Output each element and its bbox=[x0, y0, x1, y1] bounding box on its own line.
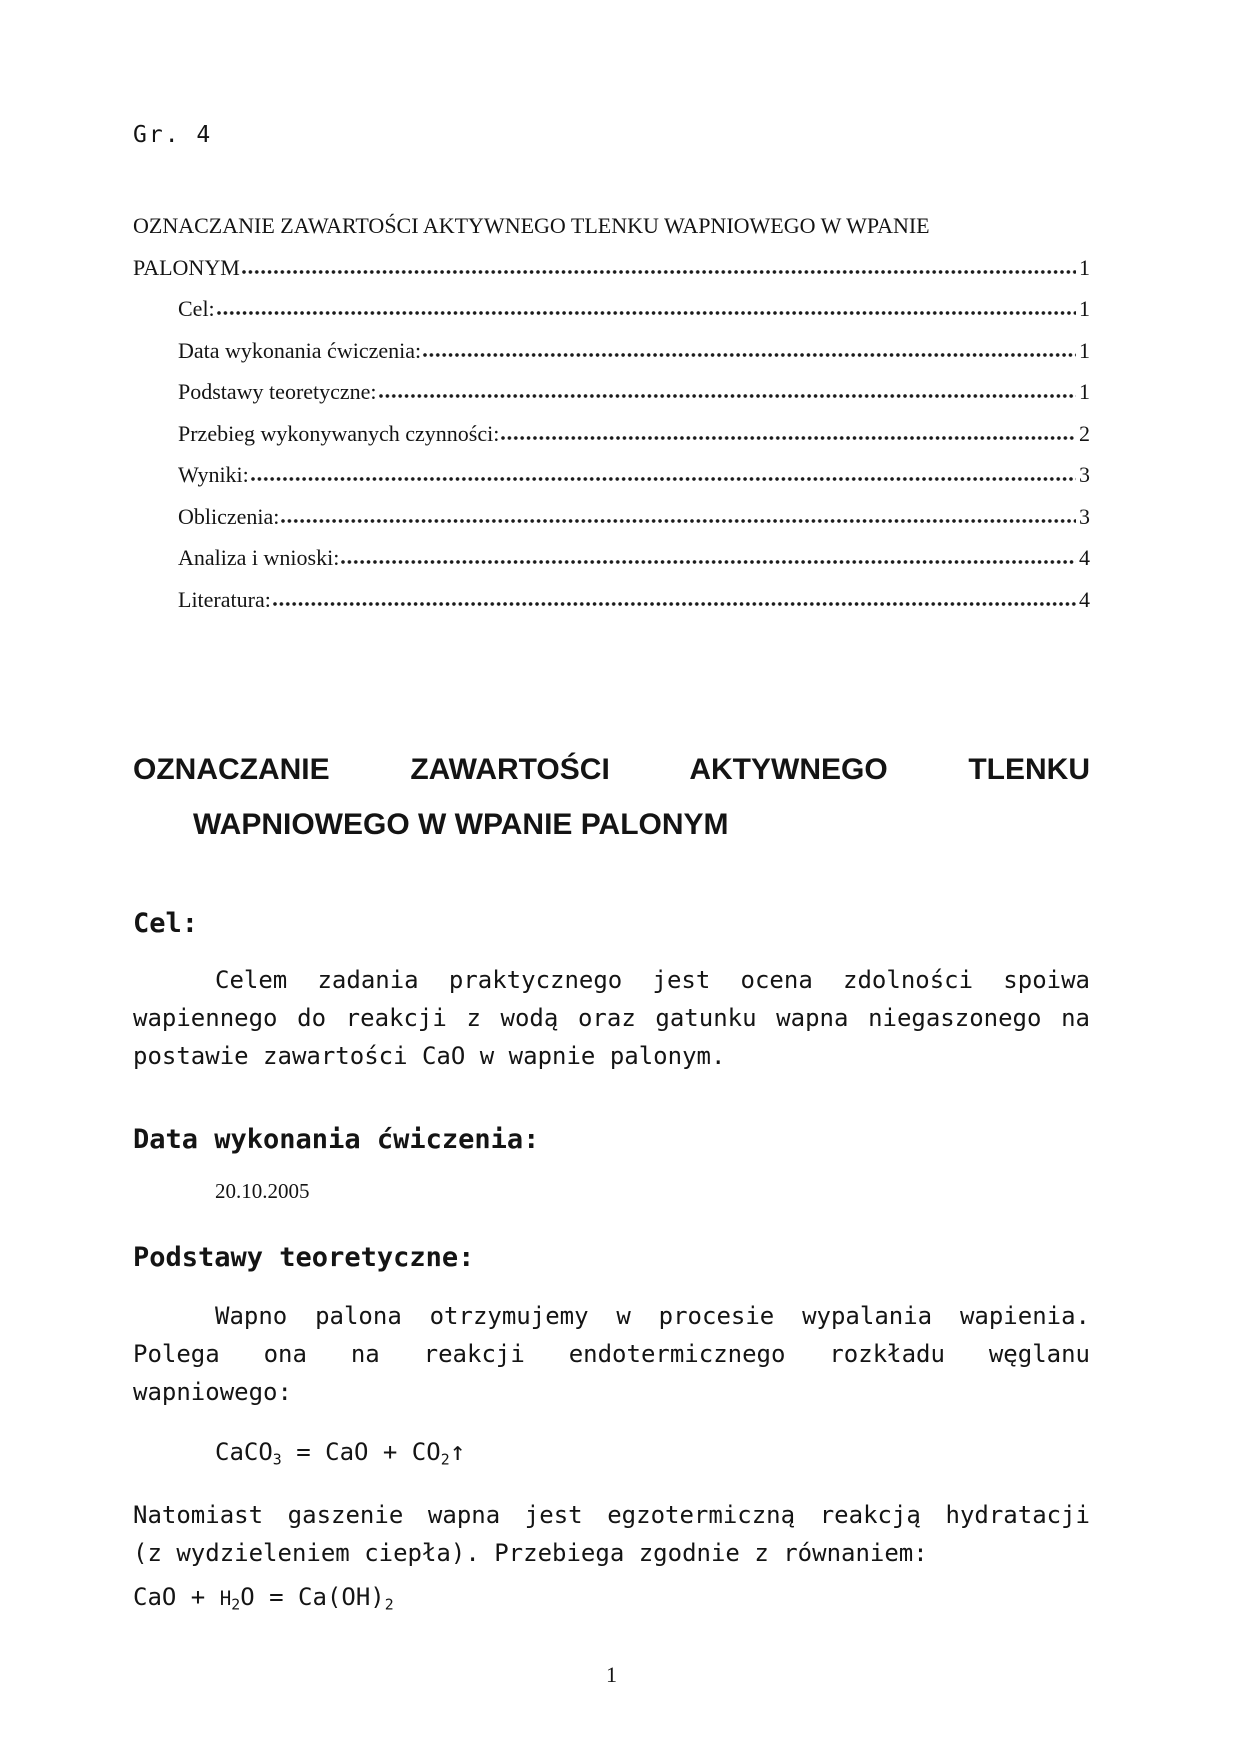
toc-page-number: 1 bbox=[1079, 254, 1090, 280]
toc-entry bbox=[133, 371, 1090, 413]
toc-entry-label: Przebieg wykonywanych czynności: bbox=[178, 420, 500, 446]
toc-entry bbox=[133, 247, 1090, 289]
toc-dotted-leader bbox=[241, 269, 1076, 275]
paragraph-cel bbox=[133, 961, 1090, 1075]
toc-entry-label: Cel: bbox=[178, 296, 215, 321]
paragraph-line: postawie zawartości CaO w wapnie palonym. bbox=[133, 1042, 726, 1070]
toc-page-number: 2 bbox=[1079, 420, 1090, 446]
toc-dotted-leader bbox=[272, 601, 1076, 607]
paragraph-line: Polega ona na reakcji endotermicznego rozkładu węglanu bbox=[133, 1340, 1090, 1368]
paragraph-line: Natomiast gaszenie wapna jest egzotermiczną reakcją hydratacji bbox=[133, 1501, 1090, 1530]
equation-caco3 bbox=[133, 1433, 1090, 1478]
page-number-footer: 1 bbox=[606, 1661, 617, 1687]
toc-page-number: 1 bbox=[1079, 296, 1090, 321]
toc-page-number: 4 bbox=[1079, 545, 1090, 570]
toc-entry-label: Obliczenia: bbox=[178, 503, 280, 529]
toc-entry bbox=[133, 496, 1090, 538]
toc-entry-line: OZNACZANIE ZAWARTOŚCI AKTYWNEGO TLENKU WAPNIOWEGO W WPANIE bbox=[133, 213, 930, 238]
table-of-contents bbox=[133, 205, 1090, 620]
toc-dotted-leader bbox=[250, 476, 1076, 482]
equation-token: 2 bbox=[384, 1595, 394, 1614]
group-label: Gr. 4 bbox=[133, 122, 213, 148]
equation-cao-h2o bbox=[133, 1578, 1090, 1623]
toc-entry bbox=[133, 537, 1090, 579]
toc-entry-label: Literatura: bbox=[178, 586, 271, 612]
document-title bbox=[133, 742, 1090, 852]
toc-dotted-leader bbox=[378, 393, 1076, 399]
toc-page-number: 3 bbox=[1079, 503, 1090, 529]
equation-token: CaO + bbox=[133, 1583, 220, 1612]
toc-dotted-leader bbox=[280, 518, 1076, 524]
toc-page-number: 3 bbox=[1079, 462, 1090, 487]
paragraph-podstawy bbox=[133, 1297, 1090, 1411]
toc-dotted-leader bbox=[422, 352, 1076, 358]
toc-entry bbox=[133, 413, 1090, 455]
section-heading-podstawy: Podstawy teoretyczne: bbox=[133, 1242, 475, 1273]
equation-token: H bbox=[219, 1587, 232, 1611]
title-line-2: WAPNIOWEGO W WPANIE PALONYM bbox=[193, 808, 729, 841]
equation-token: CaCO bbox=[215, 1438, 273, 1466]
paragraph-line: Wapno palona otrzymujemy w procesie wypalania wapienia. bbox=[215, 1302, 1090, 1330]
paragraph-line: (z wydzieleniem ciepła). Przebiega zgodnie z równaniem: bbox=[133, 1539, 928, 1568]
equation-token: 2 bbox=[440, 1450, 450, 1469]
section-heading-cel: Cel: bbox=[133, 908, 199, 939]
paragraph-line: Celem zadania praktycznego jest ocena zdolności spoiwa bbox=[215, 966, 1090, 994]
title-line-1: OZNACZANIE ZAWARTOŚCI AKTYWNEGO TLENKU bbox=[133, 753, 1090, 786]
toc-page-number: 4 bbox=[1079, 586, 1090, 612]
toc-entry bbox=[133, 330, 1090, 372]
toc-page-number: 1 bbox=[1079, 379, 1090, 404]
paragraph-line: wapiennego do reakcji z wodą oraz gatunku wapna niegaszonego na bbox=[133, 1004, 1090, 1032]
toc-entry-label: Wyniki: bbox=[178, 462, 249, 487]
equation-token: 3 bbox=[272, 1450, 282, 1469]
paragraph-gaszenie bbox=[133, 1496, 1090, 1572]
toc-entry-label: Analiza i wnioski: bbox=[178, 545, 340, 570]
toc-entry bbox=[133, 454, 1090, 496]
equation-token: ↑ bbox=[449, 1437, 466, 1467]
toc-dotted-leader bbox=[216, 310, 1076, 316]
toc-entry bbox=[133, 579, 1090, 621]
toc-page-number: 1 bbox=[1079, 337, 1090, 363]
equation-token: 2 bbox=[231, 1595, 241, 1614]
toc-entry-label: Podstawy teoretyczne: bbox=[178, 379, 377, 404]
toc-entry-label: Data wykonania ćwiczenia: bbox=[178, 337, 422, 363]
toc-entry-label: PALONYM bbox=[133, 254, 240, 280]
date-value: 20.10.2005 bbox=[215, 1179, 310, 1203]
toc-dotted-leader bbox=[500, 435, 1076, 441]
paragraph-line: wapniowego: bbox=[133, 1378, 292, 1406]
toc-entry bbox=[133, 288, 1090, 330]
equation-token: = CaO + CO bbox=[281, 1438, 441, 1466]
section-heading-data-wykonania: Data wykonania ćwiczenia: bbox=[133, 1124, 540, 1155]
toc-dotted-leader bbox=[340, 559, 1076, 565]
equation-token: O = Ca(OH) bbox=[240, 1583, 385, 1612]
